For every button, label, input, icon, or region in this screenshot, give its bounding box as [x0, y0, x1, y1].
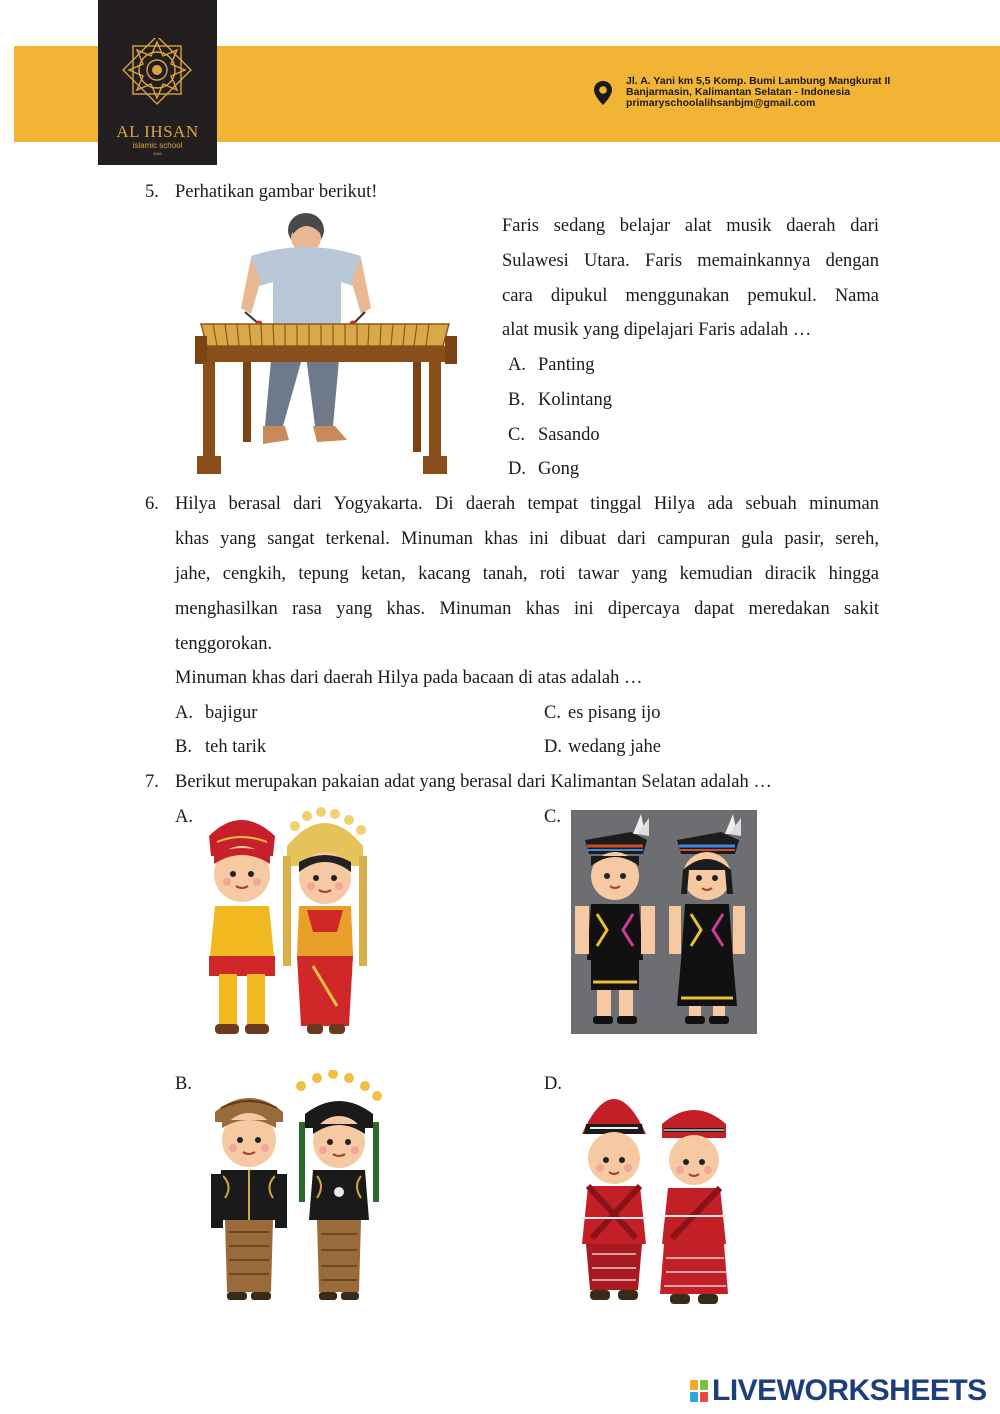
q7-prompt: Berikut merupakan pakaian adat yang berasal dari Kalimantan Selatan adalah … [175, 772, 772, 792]
q5-option-a-letter: A. [508, 355, 526, 375]
q5-option-b[interactable]: Kolintang [538, 390, 612, 410]
q7-option-a-image[interactable] [203, 806, 379, 1042]
q6-text-line: tenggorokan. [175, 634, 273, 654]
liveworksheets-icon [690, 1380, 708, 1402]
logo-name: AL IHSAN [116, 122, 199, 141]
q6-option-d[interactable]: wedang jahe [568, 737, 661, 757]
q6-option-a-letter: A. [175, 703, 193, 723]
q5-text-line: alat musik yang dipelajari Faris adalah … [502, 320, 812, 340]
q5-option-c[interactable]: Sasando [538, 425, 600, 445]
email-line: primaryschoolalihsanbjm@gmail.com [626, 97, 816, 109]
q6-option-b[interactable]: teh tarik [205, 737, 267, 757]
school-logo [98, 0, 217, 165]
address-line: Jl. A. Yani km 5,5 Komp. Bumi Lambung Mangkurat II [626, 75, 891, 87]
q5-option-d-letter: D. [508, 459, 526, 479]
q6-option-b-letter: B. [175, 737, 192, 757]
q6-number: 6. [145, 494, 159, 514]
q6-question: Minuman khas dari daerah Hilya pada bacaan di atas adalah … [175, 668, 643, 688]
q7-option-d-image[interactable] [580, 1068, 740, 1308]
q5-number: 5. [145, 182, 159, 202]
q5-text-line: cara dipukul menggunakan pemukul. Nama [502, 286, 879, 306]
q6-option-a[interactable]: bajigur [205, 703, 258, 723]
q7-option-d-letter: D. [544, 1074, 562, 1094]
school-address [626, 76, 890, 109]
q5-text-line: Faris sedang belajar alat musik daerah dari [502, 216, 879, 236]
liveworksheets-brand: LIVEWORKSHEETS [712, 1374, 987, 1407]
q5-prompt: Perhatikan gambar berikut! [175, 182, 378, 202]
q6-text-line: jahe, cengkih, tepung ketan, kacang tanah, roti tawar yang kemudian diracik hingga [175, 564, 879, 584]
address-line: Banjarmasin, Kalimantan Selatan - Indonesia [626, 86, 851, 98]
q6-text-line: menghasilkan rasa yang khas. Minuman khas ini dipercaya dapat meredakan sakit [175, 599, 879, 619]
q7-option-b-image[interactable] [205, 1070, 391, 1306]
q5-option-b-letter: B. [508, 390, 525, 410]
q5-option-c-letter: C. [508, 425, 525, 445]
logo-subtitle: islamic school [132, 141, 183, 150]
q6-option-d-letter: D. [544, 737, 562, 757]
q6-text-line: Hilya berasal dari Yogyakarta. Di daerah tempat tinggal Hilya ada sebuah minuman [175, 494, 879, 514]
q6-option-c-letter: C. [544, 703, 561, 723]
q7-option-a-letter: A. [175, 807, 193, 827]
q7-option-b-letter: B. [175, 1074, 192, 1094]
logo-emblem [106, 38, 209, 120]
q7-option-c-letter: C. [544, 807, 561, 827]
q7-number: 7. [145, 772, 159, 792]
q5-text-line: Sulawesi Utara. Faris memainkannya dengan [502, 251, 879, 271]
q5-option-d[interactable]: Gong [538, 459, 580, 479]
q5-option-a[interactable]: Panting [538, 355, 595, 375]
location-pin-icon [593, 80, 613, 106]
q7-option-c-image[interactable] [571, 810, 757, 1034]
logo-city: BJM [153, 151, 162, 156]
q6-text-line: khas yang sangat terkenal. Minuman khas ini dibuat dari campuran gula pasir, sereh, [175, 529, 879, 549]
liveworksheets-logo [690, 1374, 987, 1408]
q6-option-c[interactable]: es pisang ijo [568, 703, 661, 723]
kolintang-player-illustration [193, 208, 459, 478]
